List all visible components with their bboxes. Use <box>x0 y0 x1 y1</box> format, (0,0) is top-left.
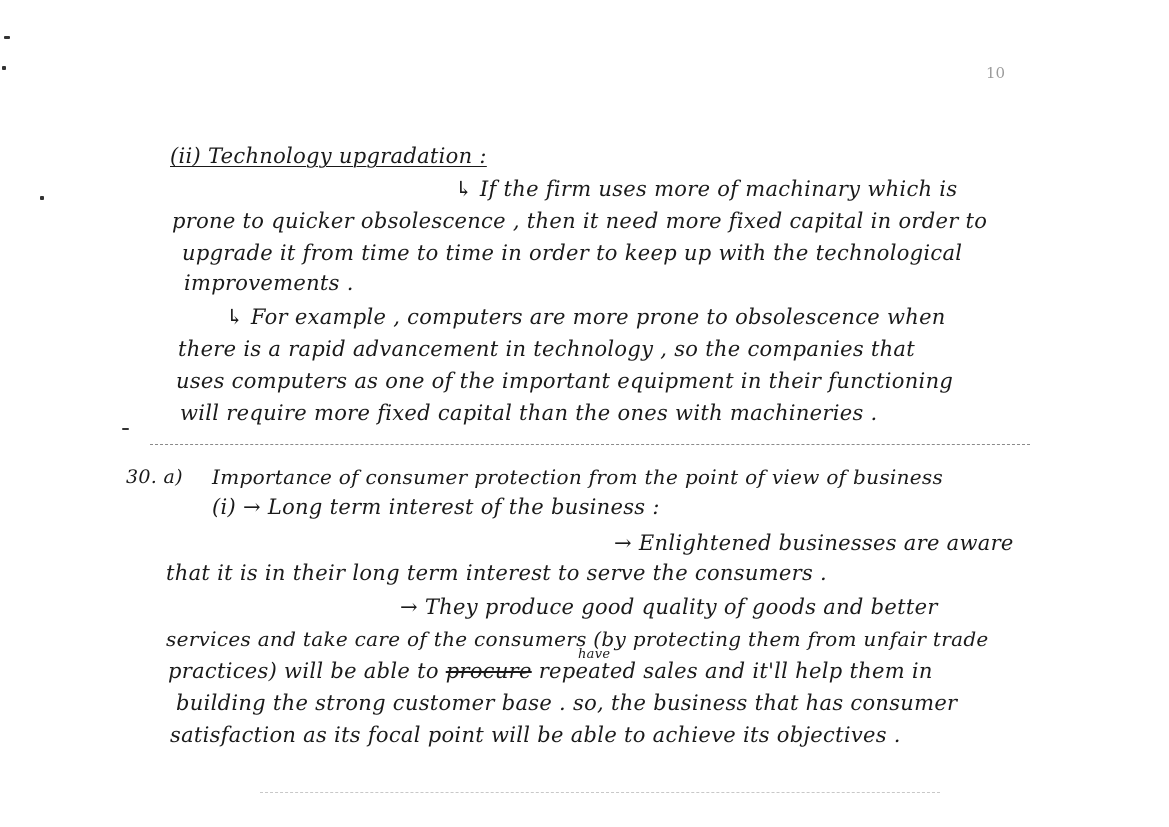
section1-line-5: ↳ For example , computers are more prone to obsolescence when <box>226 305 946 329</box>
section2-line-3: → They produce good quality of goods and better <box>400 595 938 619</box>
section2-line-6: building the strong customer base . so, the business that has consumer <box>176 691 958 715</box>
line-5-start: practices) will be able to <box>168 659 439 683</box>
section1-line-4: improvements . <box>184 271 354 295</box>
section2-line-4: services and take care of the consumers (by protecting them from unfair trade <box>166 627 989 651</box>
section2-line-5 <box>168 658 933 684</box>
section2-line-2: that it is in their long term interest to serve the consumers . <box>166 561 827 585</box>
line-5-end: repeated sales and it'll help them in <box>538 659 933 683</box>
section1-heading: (ii) Technology upgradation : <box>170 144 487 168</box>
scan-speck <box>2 66 6 70</box>
section1-line-3: upgrade it from time to time in order to keep up with the technological <box>182 241 963 265</box>
scan-speck <box>122 428 129 430</box>
bottom-rule <box>260 792 940 793</box>
section1-line-2: prone to quicker obsolescence , then it need more fixed capital in order to <box>172 209 988 233</box>
struck-word: procure <box>445 659 532 683</box>
section1-line-8: will require more fixed capital than the ones with machineries . <box>180 401 878 425</box>
scan-speck <box>40 196 44 200</box>
section2-line-1: → Enlightened businesses are aware <box>614 531 1014 555</box>
question-number: 30. a) <box>126 466 183 488</box>
section-divider <box>150 444 1030 445</box>
section1-line-7: uses computers as one of the important equipment in their functioning <box>176 369 954 393</box>
section2-subheading: (i) → Long term interest of the business : <box>212 495 660 519</box>
page-number: 10 <box>986 64 1006 82</box>
section1-line-6: there is a rapid advancement in technology , so the companies that <box>178 337 915 361</box>
inserted-word: have <box>578 647 611 662</box>
section2-line-7: satisfaction as its focal point will be able to achieve its objectives . <box>170 723 901 747</box>
section2-heading: Importance of consumer protection from the point of view of business <box>212 465 944 489</box>
scan-speck <box>4 36 10 39</box>
section1-line-1: ↳ If the firm uses more of machinary which is <box>455 177 958 201</box>
